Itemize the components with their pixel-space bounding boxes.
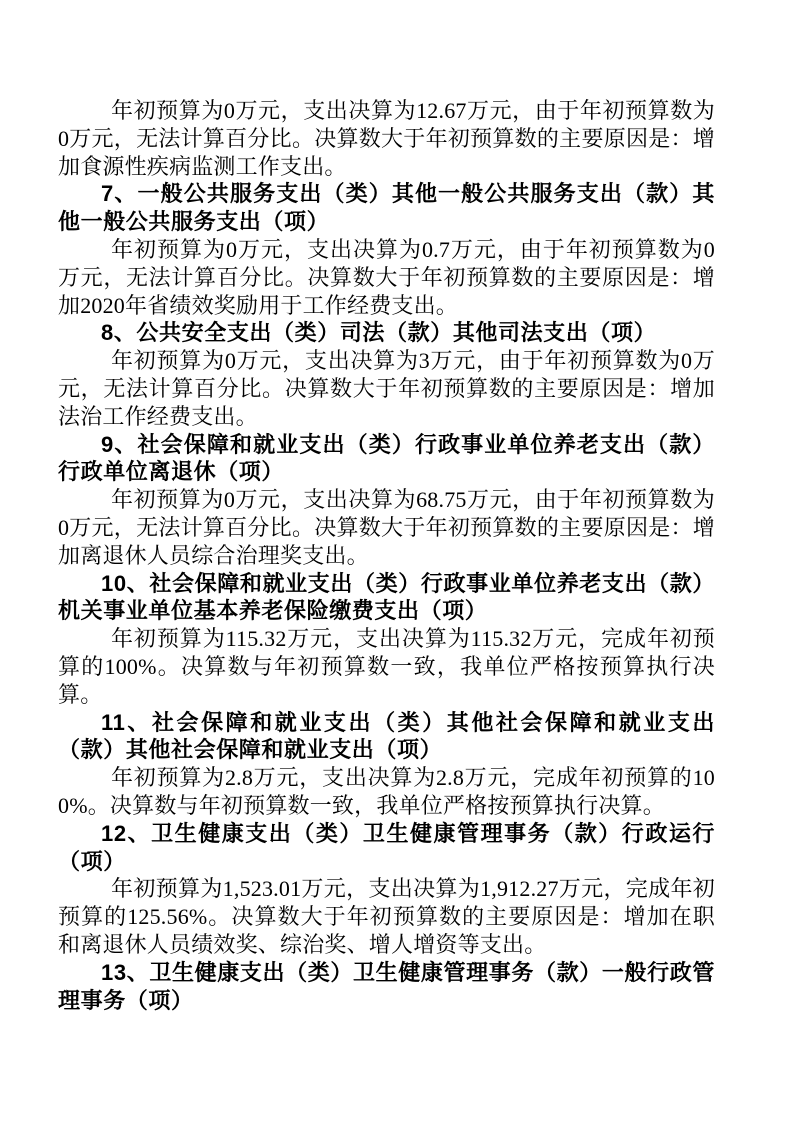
para-item11: 年初预算为2.8万元，支出决算为2.8万元，完成年初预算的100%。决算数与年初预算数一致，我单位严格按预算执行决算。 — [58, 765, 715, 818]
heading-item12: 12、卫生健康支出（类）卫生健康管理事务（款）行政运行（项） — [58, 820, 715, 874]
para-item8: 年初预算为0万元，支出决算为3万元，由于年初预算数为0万元，无法计算百分比。决算数大于年初预算数的主要原因是：增加法治工作经费支出。 — [58, 348, 715, 429]
document-text-column — [58, 97, 715, 1014]
para-item7: 年初预算为0万元，支出决算为0.7万元，由于年初预算数为0万元，无法计算百分比。决算数大于年初预算数的主要原因是：增加2020年省绩效奖励用于工作经费支出。 — [58, 236, 715, 318]
heading-item13: 13、卫生健康支出（类）卫生健康管理事务（款）一般行政管理事务（项） — [58, 959, 715, 1013]
para-item9: 年初预算为0万元，支出决算为68.75万元，由于年初预算数为0万元，无法计算百分比。决算数大于年初预算数的主要原因是：增加离退休人员综合治理奖支出。 — [58, 487, 715, 568]
heading-item11: 11、社会保障和就业支出（类）其他社会保障和就业支出（款）其他社会保障和就业支出（项） — [58, 709, 715, 763]
para-item10: 年初预算为115.32万元，支出决算为115.32万元，完成年初预算的100%。决算数与年初预算数一致，我单位严格按预算执行决算。 — [58, 626, 715, 707]
heading-item8: 8、公共安全支出（类）司法（款）其他司法支出（项） — [101, 320, 657, 346]
heading-item10: 10、社会保障和就业支出（类）行政事业单位养老支出（款）机关事业单位基本养老保险缴费支出（项） — [58, 570, 715, 624]
para-item6-continuation: 年初预算为0万元，支出决算为12.67万元，由于年初预算数为0万元，无法计算百分比。决算数大于年初预算数的主要原因是：增加食源性疾病监测工作支出。 — [58, 98, 715, 179]
heading-item9: 9、社会保障和就业支出（类）行政事业单位养老支出（款）行政单位离退休（项） — [58, 431, 715, 485]
para-item12: 年初预算为1,523.01万元，支出决算为1,912.27万元，完成年初预算的125.56%。决算数大于年初预算数的主要原因是：增加在职和离退休人员绩效奖、综治奖、增人增资等支出。 — [58, 876, 715, 957]
heading-item7: 7、一般公共服务支出（类）其他一般公共服务支出（款）其他一般公共服务支出（项） — [58, 181, 715, 235]
